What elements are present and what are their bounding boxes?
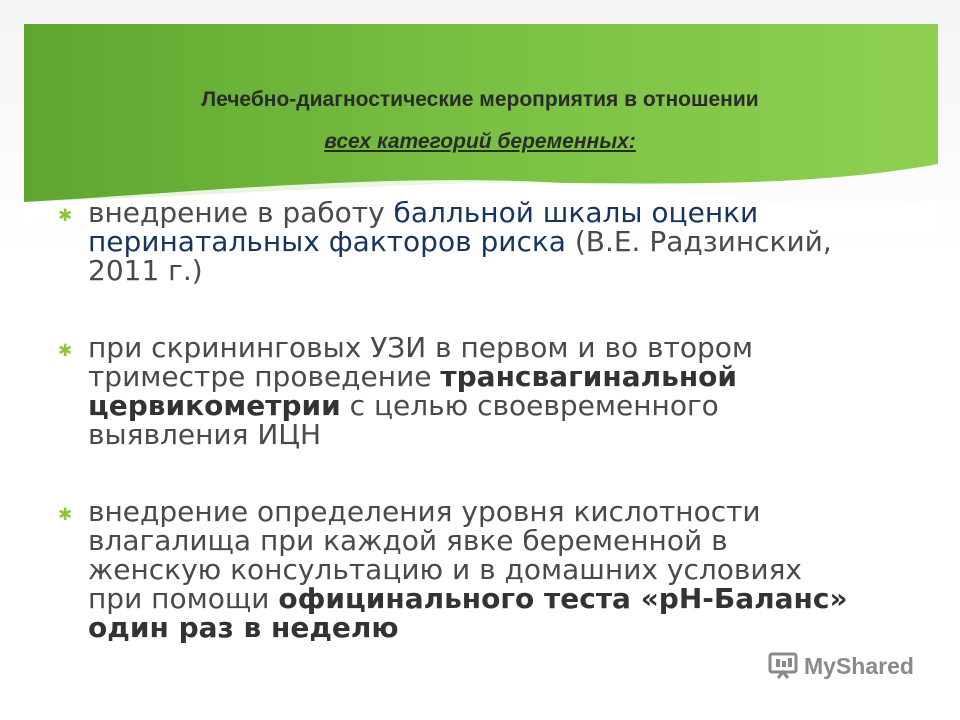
bullet-text: внедрение определения уровня кислотности влагалища при каждой явке беременной в женскую консультацию и в домашних условиях при помощи	[88, 495, 802, 615]
slide-subtitle: всех категорий беременных:	[324, 130, 636, 153]
bullet-highlight: официнального теста «рН-Баланс» один раз в неделю	[88, 582, 848, 644]
asterisk-bullet-icon: ✱	[58, 341, 73, 361]
asterisk-bullet-icon: ✱	[58, 505, 73, 525]
slide-title: Лечебно-диагностические мероприятия в отношении	[201, 88, 759, 111]
watermark-text: MyShared	[804, 652, 914, 679]
presentation-screen-icon	[768, 652, 798, 680]
bullet-highlight: балльной шкалы оценки перинатальных факторов риска	[88, 196, 759, 258]
bullet-text: (В.Е. Радзинский, 2011 г.)	[88, 225, 832, 287]
asterisk-bullet-icon: ✱	[58, 206, 73, 226]
bullet-text: с целью своевременного выявления ИЦН	[88, 389, 719, 451]
bullet-list	[58, 198, 858, 642]
bullet-item	[58, 333, 858, 449]
bullet-item	[58, 497, 858, 642]
bullet-text: внедрение в работу	[88, 196, 394, 229]
watermark	[768, 652, 914, 680]
bullet-text: при скрининговых УЗИ в первом и во втором триместре проведение	[88, 331, 754, 393]
bullet-item	[58, 198, 858, 285]
bullet-highlight: трансвагинальной цервикометрии	[88, 360, 738, 422]
